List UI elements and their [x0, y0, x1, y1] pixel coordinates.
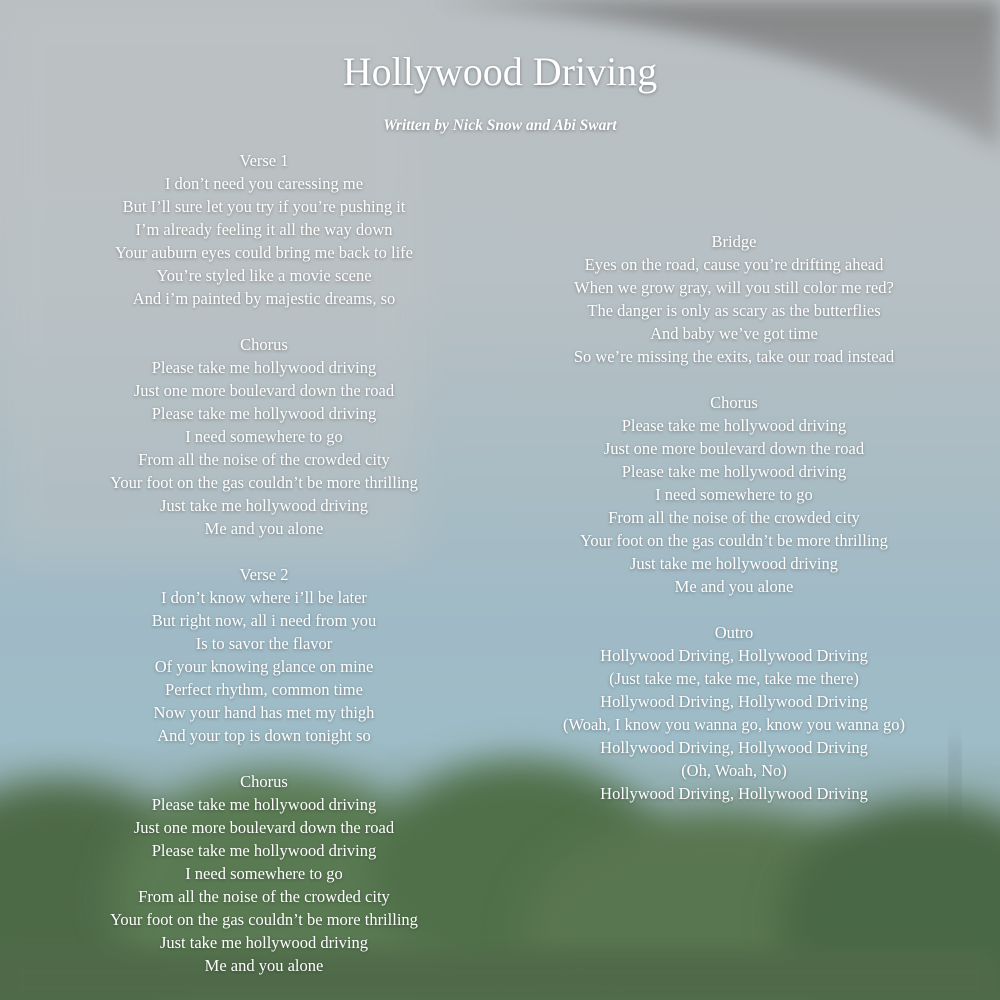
lyric-line: Is to savor the flavor — [195, 634, 333, 653]
lyric-line: You’re styled like a movie scene — [156, 266, 372, 285]
lyrics-section — [64, 563, 464, 747]
lyrics-column-left — [64, 149, 464, 1000]
lyric-line: Just take me hollywood driving — [159, 496, 369, 515]
lyric-line: Your foot on the gas couldn’t be more thrilling — [580, 531, 888, 550]
lyric-line: When we grow gray, will you still color me red? — [574, 278, 894, 297]
lyric-line: Please take me hollywood driving — [151, 404, 377, 423]
section-heading: Chorus — [240, 335, 288, 354]
lyrics-column-right — [534, 230, 934, 828]
lyrics-section — [64, 770, 464, 977]
lyric-line: Just one more boulevard down the road — [603, 439, 865, 458]
lyric-line: Please take me hollywood driving — [151, 841, 377, 860]
lyric-line: Please take me hollywood driving — [621, 462, 847, 481]
lyric-line: Please take me hollywood driving — [151, 358, 377, 377]
section-heading: Outro — [714, 623, 754, 642]
lyric-line: Hollywood Driving, Hollywood Driving — [600, 646, 868, 665]
lyrics-section — [64, 149, 464, 310]
lyrics-section — [534, 621, 934, 805]
lyric-line: Just one more boulevard down the road — [133, 381, 395, 400]
lyric-line: I don’t need you caressing me — [164, 174, 364, 193]
lyric-line: Please take me hollywood driving — [151, 795, 377, 814]
section-heading: Chorus — [710, 393, 758, 412]
lyric-line: But I’ll sure let you try if you’re pushing it — [122, 197, 406, 216]
lyric-line: Me and you alone — [674, 577, 794, 596]
lyric-line: Your foot on the gas couldn’t be more thrilling — [110, 910, 418, 929]
section-heading: Verse 2 — [239, 565, 289, 584]
lyric-line: I don’t know where i’ll be later — [161, 588, 367, 607]
lyric-line: The danger is only as scary as the butterflies — [587, 301, 881, 320]
lyric-line: Me and you alone — [204, 519, 324, 538]
lyric-line: Just take me hollywood driving — [159, 933, 369, 952]
lyrics-section — [534, 391, 934, 598]
lyric-line: From all the noise of the crowded city — [138, 887, 390, 906]
lyric-line: But right now, all i need from you — [151, 611, 377, 630]
lyric-line: Perfect rhythm, common time — [165, 680, 363, 699]
lyric-line: And baby we’ve got time — [650, 324, 818, 343]
lyrics-section — [64, 333, 464, 540]
lyric-line: So we’re missing the exits, take our road instead — [573, 347, 895, 366]
section-heading: Bridge — [711, 232, 757, 251]
song-title: Hollywood Driving — [342, 49, 658, 94]
lyric-line: Please take me hollywood driving — [621, 416, 847, 435]
lyric-line: Now your hand has met my thigh — [153, 703, 375, 722]
lyric-line: Hollywood Driving, Hollywood Driving — [600, 784, 868, 803]
lyric-line: I’m already feeling it all the way down — [135, 220, 393, 239]
lyric-line: Hollywood Driving, Hollywood Driving — [600, 692, 868, 711]
lyric-line: I need somewhere to go — [655, 485, 813, 504]
lyric-line: I need somewhere to go — [185, 864, 343, 883]
section-heading: Chorus — [240, 772, 288, 791]
lyric-line: From all the noise of the crowded city — [608, 508, 860, 527]
lyric-line: Just take me hollywood driving — [629, 554, 839, 573]
lyric-line: Me and you alone — [204, 956, 324, 975]
lyric-line: Just one more boulevard down the road — [133, 818, 395, 837]
section-heading: Verse 1 — [239, 151, 289, 170]
lyric-line: And i’m painted by majestic dreams, so — [132, 289, 396, 308]
lyric-line: (Just take me, take me, take me there) — [609, 669, 859, 688]
lyric-line: From all the noise of the crowded city — [138, 450, 390, 469]
lyric-line: Your auburn eyes could bring me back to life — [114, 243, 413, 262]
lyric-line: Hollywood Driving, Hollywood Driving — [600, 738, 868, 757]
lyric-line: Of your knowing glance on mine — [154, 657, 374, 676]
lyric-line: And your top is down tonight so — [157, 726, 371, 745]
lyric-line: Your foot on the gas couldn’t be more thrilling — [110, 473, 418, 492]
lyrics-section — [534, 230, 934, 368]
lyric-line: (Oh, Woah, No) — [681, 761, 787, 780]
lyric-line: Eyes on the road, cause you’re drifting ahead — [584, 255, 884, 274]
lyric-line: (Woah, I know you wanna go, know you wanna go) — [563, 715, 905, 734]
lyric-line: I need somewhere to go — [185, 427, 343, 446]
songwriter-credit: Written by Nick Snow and Abi Swart — [383, 117, 617, 134]
